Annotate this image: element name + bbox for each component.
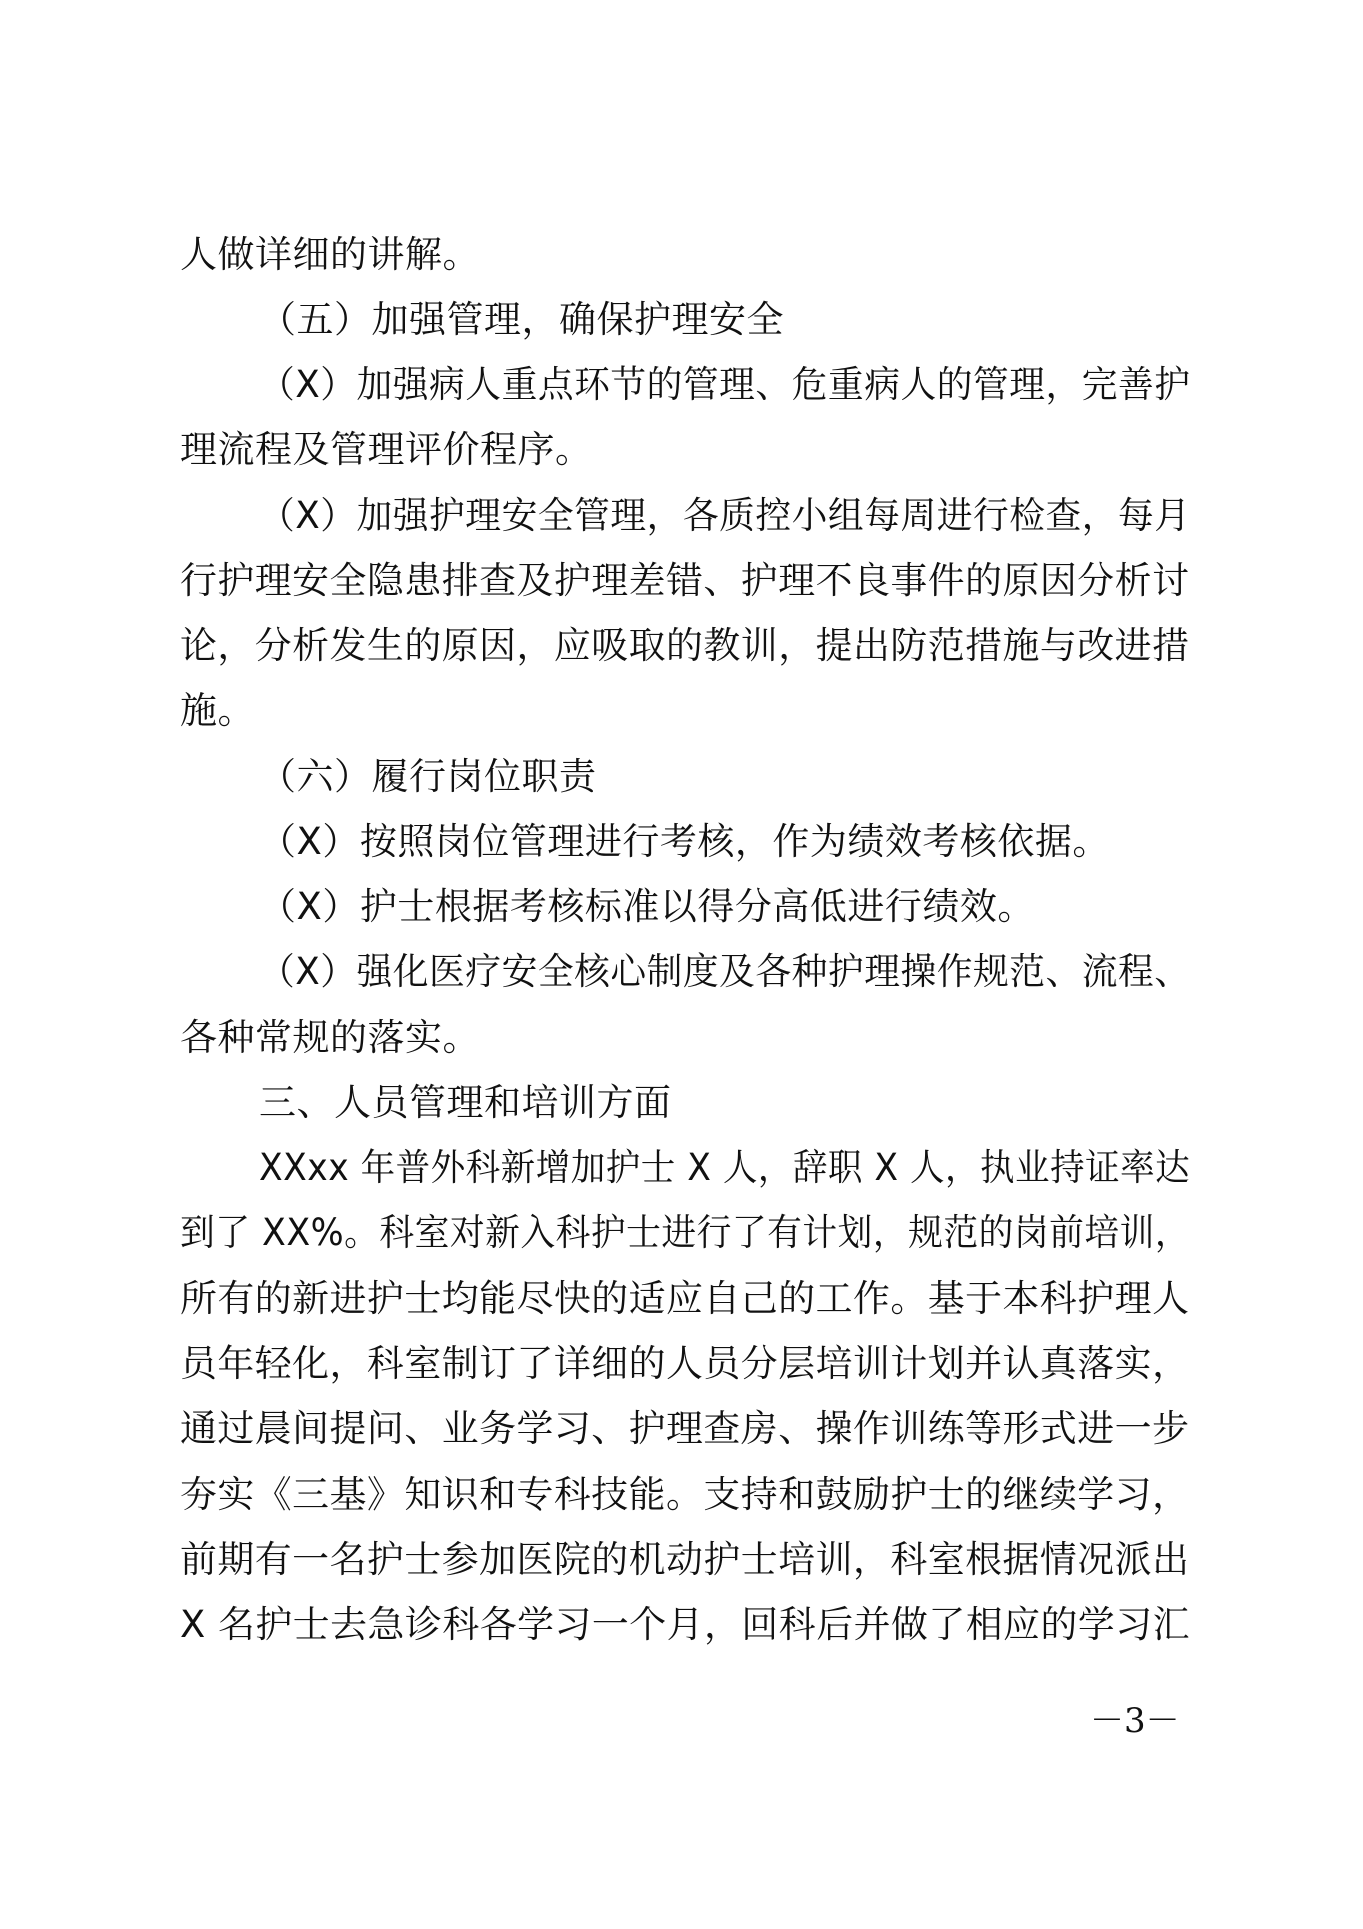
text-line: （X）按照岗位管理进行考核，作为绩效考核依据。 xyxy=(259,820,1110,863)
text-line: 前期有一名护士参加医院的机动护士培训，科室根据情况派出 xyxy=(180,1538,1190,1581)
section-heading: 三、人员管理和培训方面 xyxy=(259,1081,672,1124)
text-line: 各种常规的落实。 xyxy=(180,1016,480,1059)
text-line: （X）加强病人重点环节的管理、危重病人的管理，完善护 xyxy=(259,363,1191,406)
text-line: 到了 XX%。科室对新入科护士进行了有计划，规范的岗前培训， xyxy=(180,1211,1191,1254)
text-line: 人做详细的讲解。 xyxy=(180,233,480,276)
text-line: 论，分析发生的原因，应吸取的教训，提出防范措施与改进措 xyxy=(180,624,1190,667)
text-line: 理流程及管理评价程序。 xyxy=(180,428,593,471)
text-line: 所有的新进护士均能尽快的适应自己的工作。基于本科护理人 xyxy=(180,1277,1190,1320)
section-heading: （五）加强管理，确保护理安全 xyxy=(259,298,784,341)
section-heading: （六）履行岗位职责 xyxy=(259,755,597,798)
text-line: 夯实《三基》知识和专科技能。支持和鼓励护士的继续学习， xyxy=(180,1473,1190,1516)
text-line: 施。 xyxy=(180,689,255,732)
page-number: －3－ xyxy=(1090,1701,1180,1741)
text-line: XXxx 年普外科新增加护士 X 人，辞职 X 人，执业持证率达 xyxy=(259,1146,1191,1189)
text-line: 通过晨间提问、业务学习、护理查房、操作训练等形式进一步 xyxy=(180,1407,1190,1450)
text-line: 行护理安全隐患排查及护理差错、护理不良事件的原因分析讨 xyxy=(180,559,1190,602)
text-line: （X）强化医疗安全核心制度及各种护理操作规范、流程、 xyxy=(259,950,1191,993)
text-line: （X）护士根据考核标准以得分高低进行绩效。 xyxy=(259,885,1035,928)
text-line: 员年轻化，科室制订了详细的人员分层培训计划并认真落实， xyxy=(180,1342,1190,1385)
text-line: X 名护士去急诊科各学习一个月，回科后并做了相应的学习汇 xyxy=(180,1603,1191,1646)
text-line: （X）加强护理安全管理，各质控小组每周进行检查，每月 xyxy=(259,494,1191,537)
